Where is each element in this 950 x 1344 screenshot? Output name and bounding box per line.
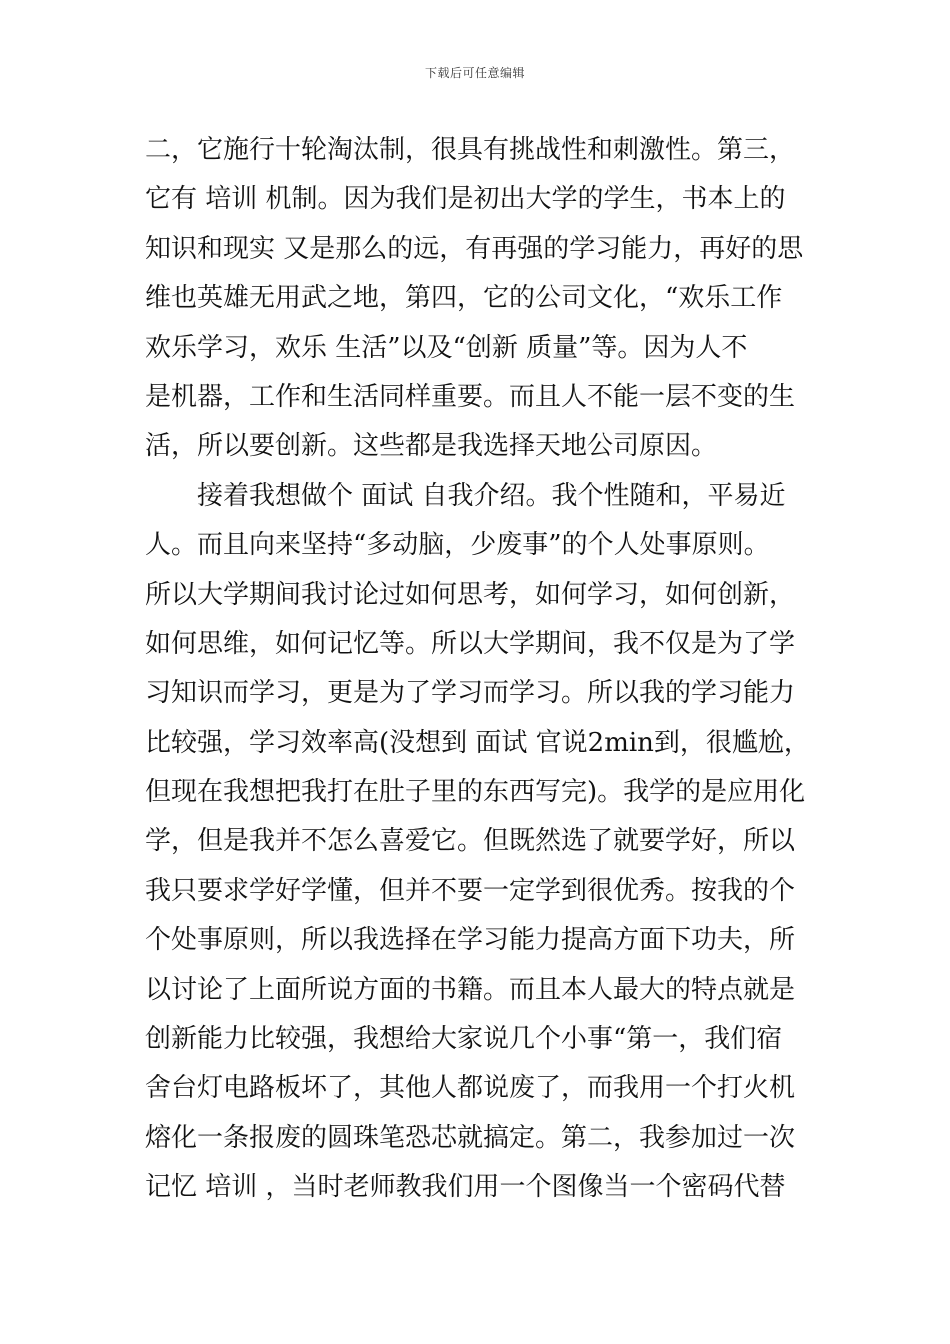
text-line: 所以大学期间我讨论过如何思考，如何学习，如何创新， bbox=[145, 579, 796, 610]
text-line: 舍台灯电路板坏了，其他人都说废了，而我用一个打火机 bbox=[145, 1073, 796, 1104]
text-line: 熔化一条报废的圆珠笔恐芯就搞定。第二，我参加过一次 bbox=[145, 1122, 796, 1153]
text-line: 活，所以要创新。这些都是我选择天地公司原因。 bbox=[145, 431, 718, 462]
text-line: 知识和现实 又是那么的远，有再强的学习能力，再好的思 bbox=[145, 233, 804, 264]
text-line: 学，但是我并不怎么喜爱它。但既然选了就要学好，所以 bbox=[145, 826, 796, 857]
text-line: 比较强，学习效率高(没想到 面试 官说2min到，很尴尬， bbox=[145, 727, 810, 758]
text-line: 二，它施行十轮淘汰制，很具有挑战性和刺激性。第三， bbox=[145, 135, 796, 165]
text-line: 我只要求学好学懂，但并不要一定学到很优秀。按我的个 bbox=[145, 875, 796, 906]
document-body bbox=[145, 126, 810, 1213]
text-line: 个处事原则，所以我选择在学习能力提高方面下功夫，所 bbox=[145, 925, 796, 956]
text-line: 维也英雄无用武之地，第四，它的公司文化，“欢乐工作 bbox=[145, 283, 783, 314]
text-line: 以讨论了上面所说方面的书籍。而且本人最大的特点就是 bbox=[145, 974, 796, 1005]
text-line: 人。而且向来坚持“多动脑，少废事”的个人处事原则。 bbox=[145, 530, 770, 561]
paragraph-first-line: 接着我想做个 面试 自我介绍。我个性随和，平易近 bbox=[197, 480, 786, 511]
text-line: 如何思维，如何记忆等。所以大学期间，我不仅是为了学 bbox=[145, 628, 796, 659]
text-line: 创新能力比较强，我想给大家说几个小事“第一，我们宿 bbox=[145, 1024, 783, 1055]
text-line: 它有 培训 机制。因为我们是初出大学的学生，书本上的 bbox=[145, 184, 786, 215]
text-line: 但现在我想把我打在肚子里的东西写完)。我学的是应用化 bbox=[145, 777, 806, 808]
text-line: 记忆 培训 ，当时老师教我们用一个图像当一个密码代替 bbox=[145, 1172, 786, 1203]
text-line: 欢乐学习，欢乐 生活”以及“创新 质量”等。因为人不 bbox=[145, 332, 748, 363]
page-header: 下载后可任意编辑 bbox=[424, 66, 525, 80]
text-line: 习知识而学习，更是为了学习而学习。所以我的学习能力 bbox=[145, 678, 796, 709]
text-line: 是机器，工作和生活同样重要。而且人不能一层不变的生 bbox=[145, 381, 796, 412]
